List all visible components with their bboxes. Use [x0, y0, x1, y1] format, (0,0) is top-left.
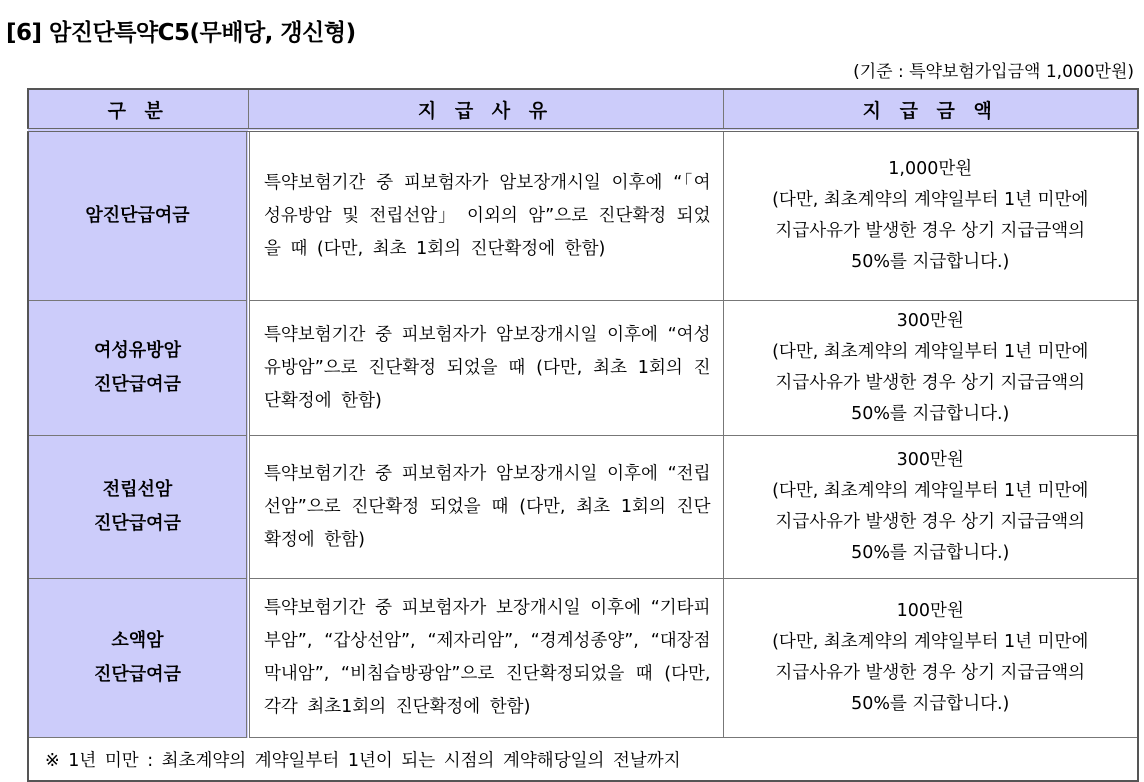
row-category: 전립선암 진단급여금 [28, 436, 248, 579]
note-row [28, 738, 1138, 782]
basis-note: (기준 : 특약보험가입금액 1,000만원) [853, 62, 1134, 82]
header-amount: 지 급 금 액 [723, 89, 1138, 130]
header-category: 구 분 [28, 89, 248, 130]
table-row [28, 130, 1138, 301]
row-amount: 300만원 (다만, 최초계약의 계약일부터 1년 미만에 지급사유가 발생한 경우 상기 지급금액의 50%를 지급합니다.) [723, 301, 1138, 436]
table-row [28, 579, 1138, 738]
header-reason: 지 급 사 유 [248, 89, 723, 130]
table-row [28, 301, 1138, 436]
benefit-table [27, 88, 1139, 782]
footnote: ※ 1년 미만 : 최초계약의 계약일부터 1년이 되는 시점의 계약해당일의 전날까지 [28, 738, 1138, 782]
row-amount: 300만원 (다만, 최초계약의 계약일부터 1년 미만에 지급사유가 발생한 경우 상기 지급금액의 50%를 지급합니다.) [723, 436, 1138, 579]
row-category: 소액암 진단급여금 [28, 579, 248, 738]
row-reason: 특약보험기간 중 피보험자가 암보장개시일 이후에 “전립선암”으로 진단확정 되었을 때 (다만, 최초 1회의 진단확정에 한함) [248, 436, 723, 579]
page-title: [6] 암진단특약C5(무배당, 갱신형) [6, 20, 356, 46]
row-category: 암진단급여금 [28, 130, 248, 301]
row-reason: 특약보험기간 중 피보험자가 암보장개시일 이후에 “여성유방암”으로 진단확정 되었을 때 (다만, 최초 1회의 진단확정에 한함) [248, 301, 723, 436]
row-amount: 1,000만원 (다만, 최초계약의 계약일부터 1년 미만에 지급사유가 발생한 경우 상기 지급금액의 50%를 지급합니다.) [723, 130, 1138, 301]
row-reason: 특약보험기간 중 피보험자가 보장개시일 이후에 “기타피부암”, “갑상선암”, “제자리암”, “경계성종양”, “대장점막내암”, “비침습방광암”으로 진단확정되었을 때 (다만, 각각 최초1회의 진단확정에 한함) [248, 579, 723, 738]
row-reason: 특약보험기간 중 피보험자가 암보장개시일 이후에 “「여성유방암 및 전립선암」 이외의 암”으로 진단확정 되었을 때 (다만, 최초 1회의 진단확정에 한함) [248, 130, 723, 301]
row-category: 여성유방암 진단급여금 [28, 301, 248, 436]
row-amount: 100만원 (다만, 최초계약의 계약일부터 1년 미만에 지급사유가 발생한 경우 상기 지급금액의 50%를 지급합니다.) [723, 579, 1138, 738]
table-row [28, 436, 1138, 579]
